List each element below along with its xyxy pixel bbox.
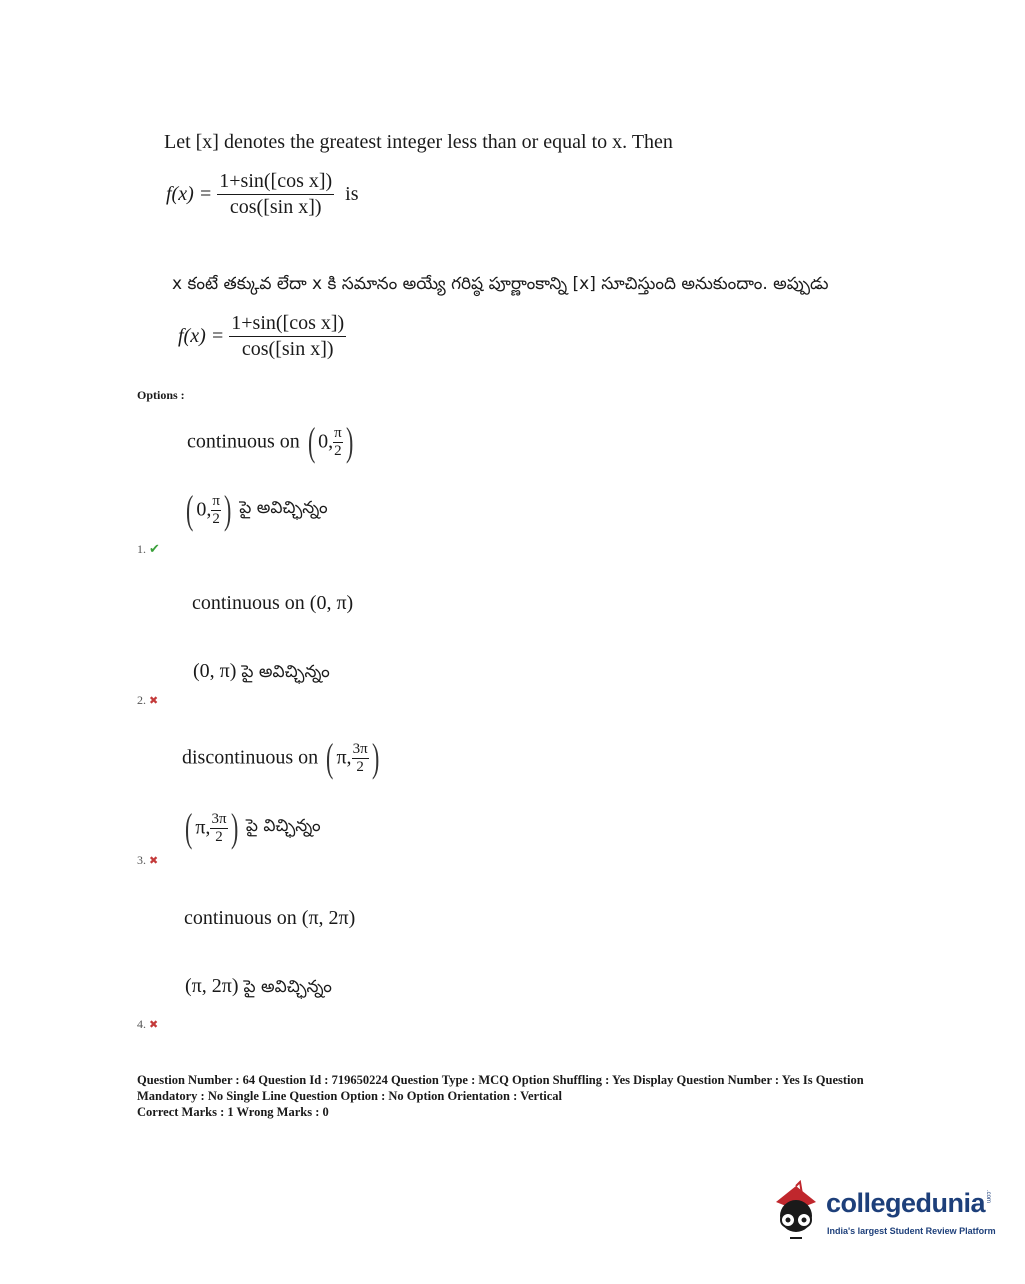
option-1-telugu-text: పై అవిచ్ఛిన్నం [239,498,328,518]
option-1-rparen: ) [345,419,354,464]
options-label: Options : [137,388,185,402]
option-2-telugu [193,660,330,686]
formula-english [166,170,359,219]
question-intro-english: Let [x] denotes the greatest integer less than or equal to x. Then [164,131,673,153]
option-1-number: 1. [137,542,146,556]
option-2-english [192,592,353,615]
option-3-fraction: $\frac{3\pi}{2}$ [352,740,368,775]
option-1-fraction: $\frac{\pi}{2}$ [334,424,342,459]
option-4-english [184,907,355,930]
formula-numerator: 1+sin([cos x]) [217,170,334,195]
question-intro-telugu: x కంటే తక్కువ లేదా x కి సమానం అయ్యే గరిష్ఠ పూర్ణాంకాన్ని [x] సూచిస్తుంది అనుకుందాం. అప్పుడు [172,274,829,294]
option-4-marker[interactable] [137,1017,158,1032]
formula-numerator-te: 1+sin([cos x]) [229,312,346,337]
formula-denominator: cos([sin x]) [229,196,322,218]
option-2-interval-te: (0, π) [193,660,237,682]
option-2-interval: (0, π) [309,592,354,614]
option-2-marker[interactable] [137,693,158,708]
option-4-text: continuous on [184,907,297,929]
option-3-text: discontinuous on [182,746,319,769]
option-1-marker[interactable] [137,541,160,557]
option-4-interval-te: (π, 2π) [185,975,239,997]
option-1-telugu: ( 0, $\frac{\pi}{2}$ ) పై అవిచ్ఛిన్నం [185,487,328,532]
option-3-marker[interactable] [137,853,158,868]
option-2-text: continuous on [192,592,305,614]
option-1-english: continuous on ( 0, $\frac{\pi}{2}$ ) [187,419,354,464]
formula-lhs: f(x) = [166,183,213,205]
option-2-number: 2. [137,693,146,707]
collegedunia-logo[interactable] [766,1176,996,1248]
option-3-telugu-text: పై విచ్ఛిన్నం [245,816,321,836]
option-4-telugu [185,975,332,1001]
option-3-number: 3. [137,853,146,867]
option-3-telugu: ( π, $\frac{3\pi}{2}$ ) పై విచ్ఛిన్నం [184,805,321,850]
formula-telugu [178,312,346,361]
formula-lhs-te: f(x) = [178,325,225,347]
formula-fraction-te [229,312,346,361]
option-4-number: 4. [137,1017,146,1031]
formula-fraction [217,170,334,219]
question-metadata [137,1072,917,1120]
option-2-telugu-text: పై అవిచ్ఛిన్నం [241,662,330,682]
metadata-line-1: Question Number : 64 Question Id : 719650224 Question Type : MCQ Option Shuffling : Yes Display Question Number : Yes Is Question Mandatory : No Single Line Question Option : No Option Orientation : Vertical [137,1073,864,1103]
logo-name: collegedunia [826,1188,986,1218]
formula-denominator-te: cos([sin x]) [241,338,334,360]
wrong-cross-icon: ✖ [149,1019,159,1031]
logo-suffix: .com [985,1190,991,1204]
wrong-cross-icon: ✖ [149,695,159,707]
option-4-interval: (π, 2π) [301,907,356,929]
option-1-lparen: ( [307,419,316,464]
option-1-text: continuous on [187,430,300,453]
correct-check-icon: ✔ [149,541,160,556]
option-3-english: discontinuous on ( π, $\frac{3\pi}{2}$ ) [182,735,379,780]
formula-suffix: is [345,183,359,205]
metadata-line-2: Correct Marks : 1 Wrong Marks : 0 [137,1105,329,1119]
option-4-telugu-text: పై అవిచ్ఛిన్నం [243,977,332,997]
logo-tagline: India's largest Student Review Platform [827,1226,996,1236]
mascot-icon [766,1180,826,1246]
wrong-cross-icon: ✖ [149,855,159,867]
